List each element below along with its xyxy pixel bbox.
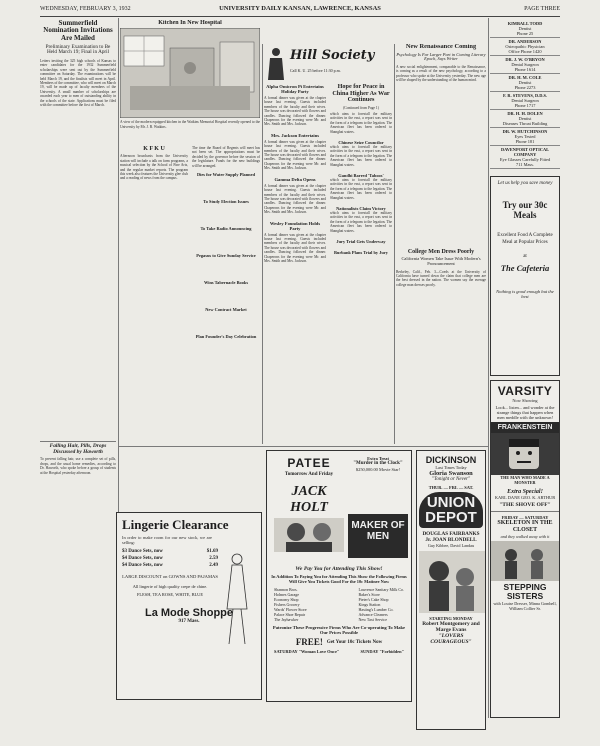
- renaissance-body-text: A new social enlightenment, comparable to the Renaissance, is coming as a result of the new psychology, according to a professor who spoke at the University yesterday. The new age will be shaped by the understanding of the human mind.: [396, 64, 486, 83]
- directory-card-line1: Dental Surgeon: [511, 98, 539, 103]
- directory-card-line1: Osteopathic Physician: [505, 44, 545, 49]
- hope-body: which aims to forestall the military activities in the east, a report was sent in the form of a telegram to the legation. The American fleet has been ordered to Shanghai waters.: [330, 111, 392, 134]
- mid-news-h6: New Contract Market: [205, 307, 247, 313]
- patee-firms-left: [274, 587, 307, 622]
- directory-card-name: DR. H. M. COLE: [508, 75, 542, 80]
- directory-card-name: DR. ANDERSON: [508, 39, 542, 44]
- directory-card-name: DR. H. H. DOLEN: [507, 111, 543, 116]
- lingerie-line4: FLESH, TEA ROSE, WHITE, BLUE: [136, 592, 204, 597]
- lingerie-line2: LARGE DISCOUNT on GOWNS AND PAJAMAS: [122, 574, 218, 579]
- kitchen-headline: Kitchen In New Hospital: [158, 20, 222, 26]
- lingerie-item-label: $4 Dance Sets, now: [122, 556, 163, 561]
- cafeteria-tagline: Nothing is good enough but the best: [496, 289, 554, 299]
- patee-ad: [266, 450, 412, 702]
- society-h4: Wesley Foundation Holds Party: [269, 220, 321, 231]
- directory-card-line2: Diseases Throat Building: [502, 121, 548, 126]
- dickinson-feature: UNION DEPOT: [419, 492, 483, 528]
- dickinson-illustration: [419, 551, 485, 613]
- patee-firm: Wards' Flower Store: [274, 607, 307, 612]
- patee-pay: We Pay You for Attending This Show!: [295, 566, 383, 572]
- varsity-ad: [490, 380, 560, 718]
- patee-side: [348, 456, 408, 472]
- patee-side-top: Extra Treat: [367, 456, 389, 461]
- renaissance-body: [396, 65, 486, 245]
- patee-title: MAKER OF MEN: [351, 520, 405, 542]
- society-h3: Gamma Delta Opens: [274, 176, 316, 182]
- lingerie-title: Lingerie Clearance: [122, 517, 229, 532]
- college-men-body: Berkeley, Calif., Feb. 3—Coeds at the University of California have turned down the claim that college men are the best dressed in the nation. The women say the average college man dresses poorly.: [396, 269, 486, 287]
- hope-h5: Burbank Plans Trial by Jury: [333, 250, 388, 256]
- dickinson-ad: [416, 450, 486, 730]
- directory-card-name: DR. J. W. O'BRYON: [505, 57, 545, 62]
- society-body-2: A formal dinner was given at the chapter house last evening. Guests included members of the faculty and their wives. The house was decorated with flowers and candles. Dancing followed the dinner. Chaperons for the evening were Mr. and Mrs. Smith and Mrs. Jackson.: [264, 139, 326, 171]
- mid-news-body: The time the Board of Regents will meet has not been set. The appropriations must be decided by the governor before the session of the legislature. Funds for the new buildings will be arranged.: [192, 146, 260, 168]
- hope-h2: Gandhi Barred 'Taboos': [338, 172, 384, 178]
- directory-card-line1: Eye Glasses Carefully Fitted: [499, 157, 551, 162]
- directory-card-line2: 711 Mass.: [516, 162, 534, 167]
- directory-card-line2: Phone 1717: [514, 103, 536, 108]
- patee-free: FREE!: [295, 637, 323, 647]
- patee-sunday: SUNDAY "Forbidden": [360, 649, 404, 654]
- varsity-short: "THE SHOVE OFF": [499, 502, 551, 508]
- patee-feature-block: [274, 456, 344, 552]
- kitchen-caption: A view of the modern equipped kitchen in the Watkins Memorial Hospital recently opened to the University by Mr. J. B. Watkins.: [120, 120, 260, 129]
- summerfield-body: [40, 59, 116, 439]
- directory-card: [490, 92, 560, 110]
- college-men-subhead: California Women Take Issue With Modern's Pronouncement: [401, 256, 481, 266]
- patee-firm: The Jayhawker: [274, 617, 299, 622]
- kitchen-story: [120, 20, 260, 140]
- dickinson-name: DICKINSON: [425, 455, 477, 465]
- patee-free-text: Get Your 10c Tickets Now: [326, 639, 383, 645]
- varsity-coming: FRIDAY — SATURDAY: [501, 515, 549, 520]
- dickinson-film2: "LOVERS COURAGEOUS": [430, 633, 472, 645]
- directory-card: [490, 74, 560, 92]
- dickinson-coming: STARTING MONDAY: [429, 616, 473, 621]
- patee-firm: New Taxi Service: [358, 617, 387, 622]
- directory-cards: [490, 20, 560, 169]
- directory-card-line1: Eyes Tested: [514, 134, 536, 139]
- dickinson-days: THUR. — FRI. — SAT.: [428, 485, 474, 490]
- patee-free-row: [270, 637, 408, 647]
- patee-firm: Shannon Bros.: [274, 587, 298, 592]
- patee-when: Tomorrow And Friday: [284, 472, 334, 477]
- society-h2: Mrs. Jackson Entertains: [270, 132, 320, 138]
- column-divider: [118, 18, 119, 538]
- patee-patronize: Patronize These Progressive Firms Who Are Co-operating To Make Our Prices Possible: [272, 625, 406, 635]
- cafeteria-ad: [490, 176, 560, 376]
- dickinson-stars2: Robert Montgomery and Marge Evans: [422, 621, 480, 633]
- summerfield-body-text: Letters inviting the 325 high schools of Kansas to enter candidates for the 1932 Summerfield scholarships were sent out by the Summerfield committee on Saturday. The examinations will be held March 19, and the finalists will meet in April. Members of the committee, who will meet on March 19, will be made up of faculty members of the University. A small number of scholarships are awarded each year to men of outstanding ability in the schools of the state. Applications must be filed with the committee before the first of March.: [40, 58, 116, 107]
- patee-firms-right: [358, 587, 404, 622]
- directory-card-line2: Office Phone 1420: [508, 49, 542, 54]
- society-body-4: A formal dinner was given at the chapter house last evening. Guests included members of the faculty and their wives. The house was decorated with flowers and candles. Dancing followed the dinner. Chaperons for the evening were Mr. and Mrs. Smith and Mrs. Jackson.: [264, 232, 326, 263]
- ads-rule: [118, 446, 488, 447]
- patee-top: [270, 454, 408, 566]
- dickinson-support: Guy Kibbee, David Landau: [427, 543, 475, 548]
- society-left: [264, 84, 326, 263]
- directory-card: [490, 38, 560, 56]
- patee-offer: In Addition To Paying You for Attending This Show the Following Firms Will Give You Tickets Good For the 10c Matinee Now: [271, 574, 407, 584]
- dickinson-cast: DOUGLAS FAIRBANKS Jr. JOAN BLONDELL: [422, 531, 480, 543]
- hope-body-3: which aims to forestall the military activities in the east, a report was sent in the form of a telegram to the legation. The American fleet has been ordered to Shanghai waters.: [330, 177, 392, 200]
- varsity-feature: FRANKENSTEIN: [491, 422, 559, 433]
- kfku-column: [120, 146, 188, 446]
- society-h1: Alpha Omicron Pi Entertains Holiday Party: [266, 84, 324, 94]
- varsity-extra-cast: KARL DANE GEO. K. ARTHUR: [494, 495, 556, 500]
- patee-firm: Pieter's Cake Shop: [358, 597, 389, 602]
- directory-card: [490, 56, 560, 74]
- dickinson-star: Gloria Swanson: [429, 470, 473, 477]
- story-rule: [40, 441, 116, 442]
- directory-card: [490, 110, 560, 128]
- patee-side-title: "Murder in the Clock": [353, 461, 403, 466]
- dickinson-film: "Tonight or Never": [431, 477, 471, 482]
- hope-h1: Chinese Seize Councilor: [338, 139, 384, 145]
- masthead-rule: [40, 16, 560, 17]
- patee-weekend: [270, 649, 408, 654]
- masthead-date: WEDNESDAY, FEBRUARY 3, 1932: [40, 6, 131, 12]
- lingerie-intro: In order to make room for our new stock, we are selling:: [122, 535, 212, 545]
- column-divider: [394, 44, 395, 444]
- lingerie-price-row: [122, 548, 218, 555]
- varsity-tagline: THE MAN WHO MADE A MONSTER: [500, 475, 550, 485]
- directory-card-line2: Phone 1614: [514, 67, 536, 72]
- directory-card-line1: Dentist: [518, 26, 532, 31]
- kfku-title: K F K U: [143, 146, 165, 152]
- hope-headline: Hope for Peace in China Higher As War Continues: [332, 83, 390, 103]
- mid-news-h2: To Study Election Issues: [203, 199, 249, 205]
- patee-firm: Economy Shop: [274, 597, 299, 602]
- dickinson-time: Last Times Today: [435, 465, 467, 470]
- varsity-extra: Extra Special!: [507, 489, 543, 495]
- summerfield-headline: Summerfield Nomination Invitations Are Mailed: [43, 20, 113, 42]
- patee-name: PATEE: [287, 456, 331, 470]
- haworth-body: To prevent falling hair, use a complete set of pills, drops, and the usual home remedies, according to Dr. Haworth, who spoke before a group of students at the Hospital yesterday afternoon.: [40, 457, 116, 475]
- mid-news-h7: Plan Founder's Day Celebration: [195, 334, 257, 340]
- hope-h3: Nationalists Claim Victory: [336, 206, 386, 211]
- summerfield-subhead: Preliminary Examination to Be Held March 19; Final in April: [45, 44, 111, 56]
- patee-stars-illustration: [274, 518, 344, 552]
- varsity-when: Now Showing: [512, 398, 538, 403]
- varsity-blurb: Look... listen... and wonder at the strange things that happen when men meddle with the unknown!: [495, 405, 555, 420]
- society-body-3: A formal dinner was given at the chapter house last evening. Guests included members of the faculty and their wives. The house was decorated with flowers and candles. Dancing followed the dinner. Chaperons for the evening were Mr. and Mrs. Smith and Mrs. Jackson.: [264, 183, 326, 215]
- hope-body-4: which aims to forestall the military activities in the east, a report was sent in the form of a telegram to the legation. The American fleet has been ordered to Shanghai waters.: [330, 211, 392, 233]
- patee-side-note: $250,000.00 Movie Star!: [355, 467, 401, 472]
- varsity-bottom-title: STEPPING SISTERS: [503, 582, 547, 601]
- directory-card-line1: Dentist: [518, 80, 532, 85]
- varsity-rule: [491, 511, 559, 512]
- column-1: [40, 20, 116, 540]
- column-divider: [262, 44, 263, 444]
- mid-news-h1: Dies for Water Supply Planned: [196, 172, 256, 178]
- patee-firm: Kings Station: [358, 602, 381, 607]
- directory-card: [490, 20, 560, 38]
- cafeteria-headline: Try our 30c Meals: [502, 200, 548, 220]
- society-figure-icon: [266, 46, 286, 82]
- directory-card-name: DR. W. HUTCHINSON: [502, 129, 548, 134]
- directory-card-line1: Dental Surgeon: [511, 62, 539, 67]
- directory-card-line2: Phone 25: [516, 31, 534, 36]
- college-men-headline: College Men Dress Poorly: [407, 248, 475, 255]
- patee-firm: Fishers Grocery: [274, 602, 300, 607]
- lingerie-shop: La Mode Shoppe: [145, 607, 233, 619]
- cafeteria-body: Excellent Food A Complete Meal at Popular Prices: [497, 233, 553, 245]
- directory: [490, 20, 560, 170]
- patee-cast: JACK HOLT: [290, 484, 328, 515]
- society-body: A formal dinner was given at the chapter house last evening. Guests included members of the faculty and their wives. The house was decorated with flowers and candles. Dancing followed the dinner. Chaperons for the evening were Mr. and Mrs. Smith and Mrs. Jackson.: [264, 96, 326, 127]
- cafeteria-at: at: [523, 254, 527, 259]
- directory-card-name: F. R. STEVENS, D.D.S.: [502, 93, 548, 98]
- patee-firm: Baker's Store: [358, 592, 380, 597]
- mid-news-h4: Pegasus to Give Sunday Service: [196, 253, 256, 259]
- masthead-title: UNIVERSITY DAILY KANSAN, LAWRENCE, KANSAS: [219, 5, 381, 12]
- hope-byline: (Continued from Page 1): [343, 105, 379, 110]
- directory-card: [490, 128, 560, 146]
- patee-firm: Holmes Garage: [274, 592, 299, 597]
- lingerie-price-row: [122, 562, 218, 569]
- society-contact: Call K. U. 25 before 11:30 p.m.: [290, 68, 341, 73]
- skeleton-illustration: [491, 541, 559, 581]
- directory-card-line2: Phone 2273: [514, 85, 536, 90]
- patee-firm: Lawrence Sanitary Milk Co.: [358, 587, 404, 592]
- patee-title-panel: [348, 514, 408, 558]
- lingerie-item-price: $1.69: [206, 549, 218, 554]
- mid-news-h5: Wins Tabernacle Books: [203, 280, 249, 286]
- hope-story: [330, 84, 392, 255]
- lingerie-address: 917 Mass.: [178, 619, 200, 624]
- directory-card-line2: Phone 181: [515, 139, 535, 144]
- mid-news-h3: To Take Radio Announcing: [200, 226, 252, 232]
- society-column: [264, 44, 392, 444]
- directory-card-name: DAVENPORT OPTICAL COMPANY: [500, 147, 550, 157]
- masthead: [40, 4, 560, 14]
- directory-card: [490, 146, 560, 169]
- hope-h4: Jury Trial Gets Underway: [336, 239, 386, 245]
- haworth-headline: Falling Hair, Pills, Drops Discussed by Haworth: [49, 442, 107, 455]
- lingerie-item-price: 2.59: [209, 556, 218, 561]
- lingerie-price-row: [122, 555, 218, 562]
- column-divider: [488, 18, 489, 718]
- lingerie-item-label: $4 Dance Sets, now: [122, 563, 163, 568]
- varsity-name: VARSITY: [497, 384, 553, 398]
- mid-news-column: [192, 146, 260, 446]
- society-header: [264, 44, 392, 84]
- lingerie-item-price: 2.49: [209, 563, 218, 568]
- masthead-page: PAGE THREE: [524, 6, 560, 12]
- society-title: Hill Society: [290, 48, 375, 63]
- varsity-bottom-cast: with Louise Dresser, Minna Gombell, William Collier Sr.: [493, 601, 557, 611]
- lingerie-item-label: $3 Dance Sets, now: [122, 549, 163, 554]
- directory-card-name: KIMBALL TODD: [507, 21, 543, 26]
- patee-firms: [270, 587, 408, 622]
- varsity-coming-sub: and they walked away with it: [500, 534, 550, 539]
- cafeteria-lead: Let us help you save money: [497, 181, 553, 186]
- patee-saturday: SATURDAY "Woman Love Once": [274, 649, 340, 654]
- varsity-coming-title: SKELETON IN THE CLOSET: [497, 520, 553, 533]
- renaissance-column: [396, 44, 486, 444]
- patee-firm: Hasting's Lumber Co.: [358, 607, 394, 612]
- frankenstein-illustration: [491, 433, 559, 475]
- lingerie-price-list: [122, 548, 218, 569]
- renaissance-subhead: Psychology Is Far Larger Part in Coming Literary Epoch, Says Writer: [396, 51, 486, 62]
- patee-firm: Palace Shoe Repair: [274, 612, 306, 617]
- directory-card-line1: Dentist: [518, 116, 532, 121]
- renaissance-headline: New Renaissance Coming: [405, 44, 477, 50]
- patee-firm: Advance Cleaners: [358, 612, 388, 617]
- kfku-body: Afternoon broadcasts from the University station will include a talk on farm programs, a musical selection by the School of Fine Arts, and the regular market reports. The program this week also features the University glee club and a reading of news from the campus.: [120, 154, 188, 181]
- lingerie-ad: [116, 512, 262, 700]
- kitchen-photo: [120, 28, 260, 118]
- lingerie-line3: All lingerie of high quality crepe de chine.: [132, 584, 208, 589]
- cafeteria-name: The Cafeteria: [500, 263, 550, 273]
- lingerie-figure: [217, 549, 257, 649]
- hope-body-2: which aims to forestall the military activities in the east, a report was sent in the form of a telegram to the legation. The American fleet has been ordered to Shanghai waters.: [330, 144, 392, 167]
